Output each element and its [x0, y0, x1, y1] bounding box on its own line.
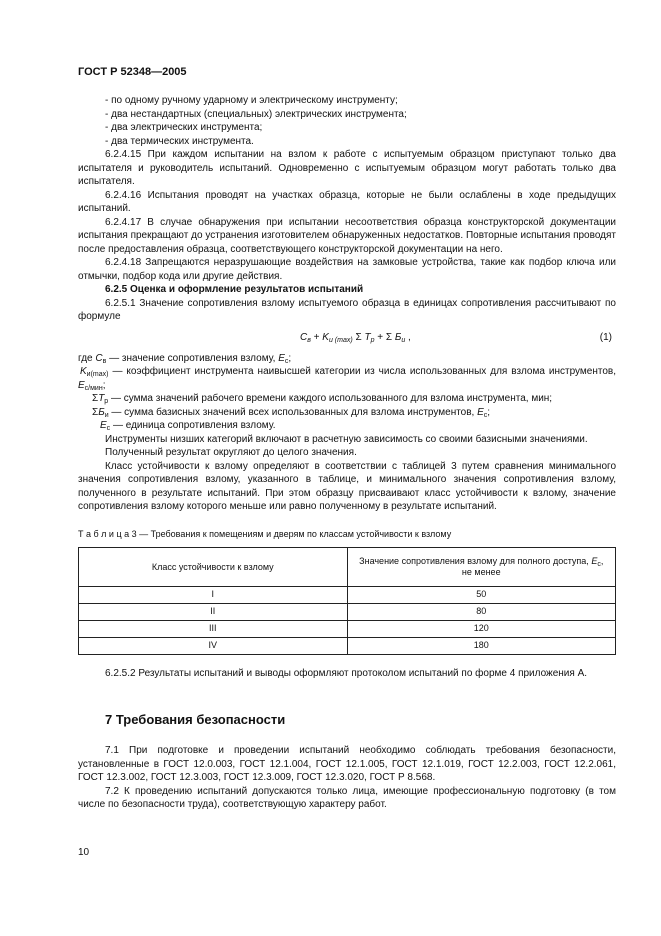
paragraph-6-2-4-15: 6.2.4.15 При каждом испытании на взлом к работе с испытуемым образцом приступают только два испытателя и руководитель испытаний. Одновременно с испытуемым образцом могут работать только два испытателя. [78, 149, 616, 187]
formula-number: (1) [599, 331, 612, 343]
paragraph-6-2-4-16: 6.2.4.16 Испытания проводят на участках образца, которые не были ослаблены в ходе предыдущих испытаний. [78, 189, 616, 214]
subsection-heading-6-2-5: 6.2.5 Оценка и оформление результатов испытаний [105, 284, 364, 295]
table-3 [78, 547, 616, 655]
table-cell-class: II [79, 604, 348, 621]
table-caption: Т а б л и ц а 3 — Требования к помещениям и дверям по классам устойчивости к взлому [78, 528, 452, 539]
table-cell-value: 50 [347, 587, 616, 604]
definition-k: $K_{и(max)}$ — коэффициент инструмента наивысшей категории из числа использованных для взлома инструментов, $Е_{с/мин}$; [78, 366, 616, 392]
paragraph-6-2-4-17: 6.2.4.17 В случае обнаружения при испытании несоответствия образца конструкторской документации испытания прекращают до устранения изготовителем обнаруженных недостатков. Повторные испытания проводят после предоставления образца, соответствующего конструкторской документации на него. [78, 216, 616, 255]
paragraph-6-2-5-1: 6.2.5.1 Значение сопротивления взлому испытуемого образца в единицах сопротивления рассчитывают по формуле [78, 297, 616, 322]
list-item: - два электрических инструмента; [105, 122, 263, 133]
paragraph-rounding: Полученный результат округляют до целого значения. [105, 447, 357, 458]
section-title-7: 7 Требования безопасности [105, 711, 286, 727]
table-cell-value: 120 [347, 621, 616, 638]
table-header-class: Класс устойчивости к взлому [79, 548, 348, 587]
table-header-row [79, 548, 616, 587]
definition-b: $\Sigma Б_и$ — сумма базисных значений всех использованных для взлома инструментов, $Е_с$; [92, 406, 491, 419]
paragraph-7-1: 7.1 При подготовке и проведении испытаний необходимо соблюдать требования безопасности, установленные в ГОСТ 12.0.003, ГОСТ 12.1.004, ГОСТ 12.1.005, ГОСТ 12.1.019, ГОСТ 12.2.003, ГОСТ 12.2.061, ГОСТ 12.3.002, ГОСТ 12.3.003, ГОСТ 12.3.009, ГОСТ 12.3.020, ГОСТ Р 8.568. [78, 745, 616, 783]
table-row [79, 587, 616, 604]
document-body [78, 94, 616, 812]
table-cell-value: 80 [347, 604, 616, 621]
definition-t: $\Sigma T_р$ — сумма значений рабочего времени каждого использованного для взлома инструмента, мин; [92, 393, 553, 405]
paragraph-7-2: 7.2 К проведению испытаний допускаются только лица, имеющие профессиональную подготовку (в том числе по безопасности труда), соответствующую характеру работ. [78, 785, 616, 810]
formula: $С_в + K_{и (max)}$ Σ $T_р + \Sigma$ $Б_и$ , [300, 331, 411, 344]
definitions [78, 352, 616, 433]
list-item: - два термических инструмента. [105, 135, 254, 147]
page-number: 10 [78, 847, 90, 858]
paragraph-lower-categories: Инструменты низших категорий включают в расчетную зависимость со своими базисными значениями. [105, 433, 588, 445]
paragraph-class: Класс устойчивости к взлому определяют в соответствии с таблицей 3 путем сравнения минимального значения сопротивления взлому, указанного в таблице, и минимального значения сопротивления взлому, полученного в результате испытаний. При этом образцу присваивают класс устойчивости к взлому, значение сопротивления взлому которого меньше или равно полученному в результате испытаний. [78, 460, 616, 512]
table-cell-class: IV [79, 638, 348, 655]
tools-list [78, 94, 616, 148]
table-header-value: Значение сопротивления взлому для полного доступа, $Е_с$, не менее [347, 548, 616, 587]
definition-e: $Е_с$ — единица сопротивления взлому. [100, 420, 276, 432]
table-cell-value: 180 [347, 638, 616, 655]
table-row [79, 638, 616, 655]
document-header: ГОСТ Р 52348—2005 [78, 66, 187, 78]
paragraph-6-2-4-18: 6.2.4.18 Запрещаются неразрушающие воздействия на замковые устройства, такие как подбор ключа или отмычки, подбор кода или другие действия. [78, 257, 616, 282]
table-row [79, 621, 616, 638]
list-item: - два нестандартных (специальных) электрических инструмента; [105, 108, 407, 120]
definition-cv: где $С_в$ — значение сопротивления взлому, $Е_с$; [78, 352, 292, 365]
list-item: - по одному ручному ударному и электрическому инструменту; [105, 95, 398, 106]
paragraph-6-2-5-2: 6.2.5.2 Результаты испытаний и выводы оформляют протоколом испытаний по форме 4 приложения А. [105, 668, 588, 679]
table-cell-class: III [79, 621, 348, 638]
formula-row [78, 328, 616, 348]
table-row [79, 604, 616, 621]
table-cell-class: I [79, 587, 348, 604]
